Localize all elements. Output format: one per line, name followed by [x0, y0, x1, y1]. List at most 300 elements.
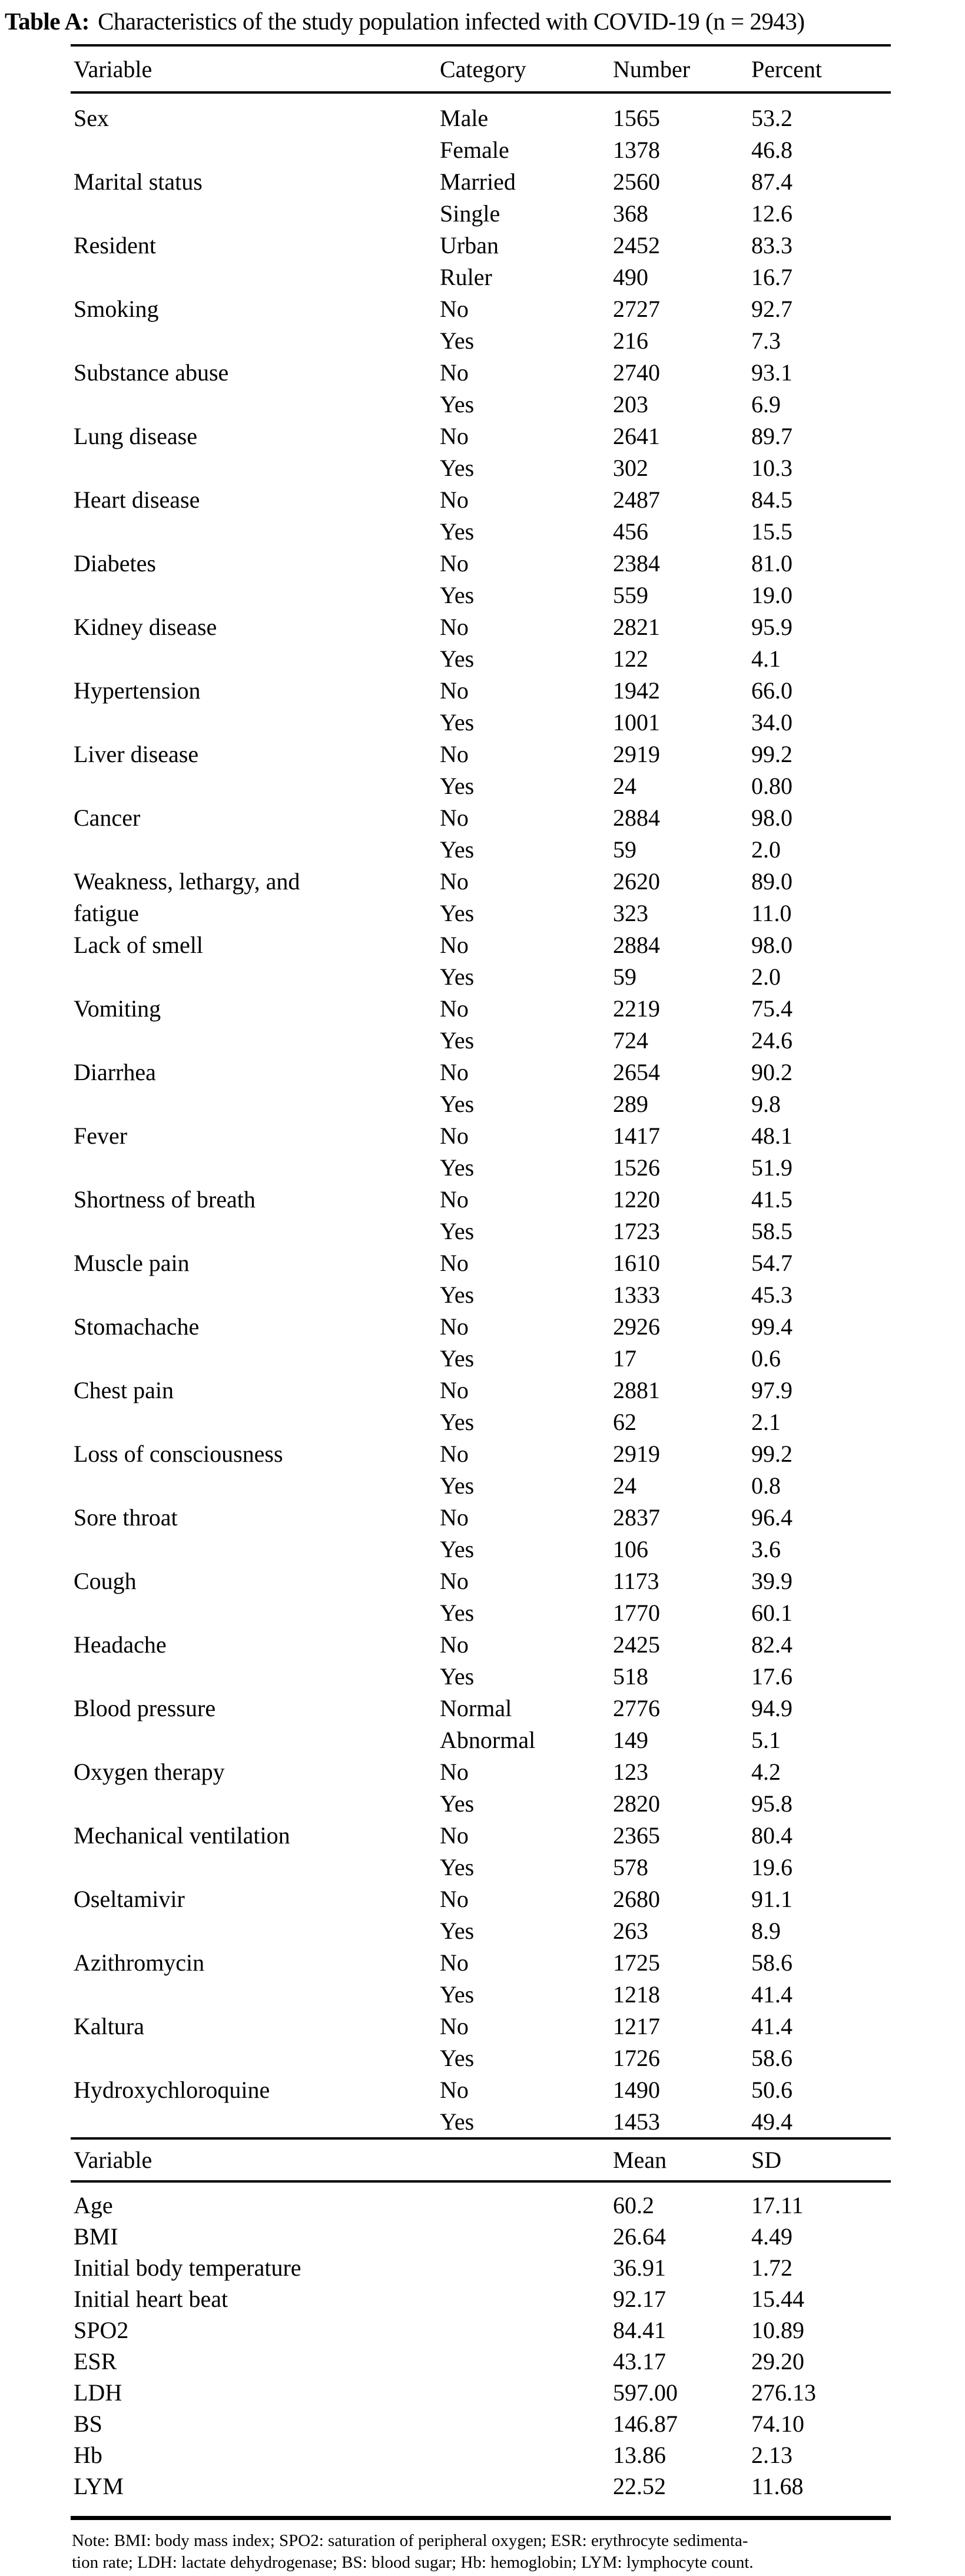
cell-variable: Oseltamivir — [74, 1885, 185, 1912]
table-row — [71, 770, 891, 802]
header-number: Number — [613, 55, 691, 82]
cell-percent: 99.2 — [751, 740, 792, 767]
cell-category: Female — [440, 136, 509, 163]
cell-category: No — [440, 804, 469, 831]
cell-percent: 83.3 — [751, 231, 792, 259]
cell-category: No — [440, 549, 469, 577]
cell-mean: 146.87 — [613, 2411, 678, 2437]
table-row — [71, 802, 891, 833]
cell-number: 17 — [613, 1345, 636, 1372]
cell-number: 2727 — [613, 295, 660, 322]
cell-category: Yes — [440, 899, 475, 926]
cell-variable: Cough — [74, 1567, 137, 1594]
table-row — [71, 2190, 891, 2221]
cell-variable: Kaltura — [74, 2012, 144, 2039]
cell-mean: 84.41 — [613, 2317, 666, 2343]
cell-category: Yes — [440, 1790, 475, 1817]
cell-percent: 3.6 — [751, 1535, 781, 1562]
cell-variable: Mechanical ventilation — [74, 1822, 290, 1849]
table-row — [71, 452, 891, 484]
cell-number: 2654 — [613, 1058, 660, 1085]
cell-category: No — [440, 1758, 469, 1785]
cell-number: 302 — [613, 454, 648, 481]
header-percent: Percent — [751, 55, 822, 82]
table-row — [71, 1787, 891, 1819]
table-row — [71, 738, 891, 770]
cell-percent: 41.5 — [751, 1186, 792, 1213]
table-row — [71, 1628, 891, 1660]
cell-variable: Oxygen therapy — [74, 1758, 225, 1785]
cell-percent: 95.9 — [751, 613, 792, 640]
cell-number: 106 — [613, 1535, 648, 1562]
cell-mean: 92.17 — [613, 2286, 666, 2312]
cell-variable: Blood pressure — [74, 1694, 216, 1721]
cell-category: Urban — [440, 231, 499, 259]
cell-number: 24 — [613, 1472, 636, 1499]
cell-percent: 94.9 — [751, 1694, 792, 1721]
cell-percent: 90.2 — [751, 1058, 792, 1085]
cell-category: No — [440, 868, 469, 895]
cell-category: Yes — [440, 1408, 475, 1435]
cell-number: 1378 — [613, 136, 660, 163]
table-row — [71, 2346, 891, 2377]
table-row — [71, 1819, 891, 1851]
cell-number: 1220 — [613, 1186, 660, 1213]
cell-variable: Initial heart beat — [74, 2286, 228, 2312]
cell-number: 122 — [613, 645, 648, 672]
cell-sd: 11.68 — [751, 2473, 804, 2499]
cell-percent: 93.1 — [751, 359, 792, 386]
cell-category: Yes — [440, 1663, 475, 1690]
cell-sd: 15.44 — [751, 2286, 804, 2312]
categorical-table-body — [71, 94, 891, 2137]
cell-category: Yes — [440, 2108, 475, 2135]
cell-number: 578 — [613, 1853, 648, 1880]
cell-number: 1001 — [613, 708, 660, 736]
table-caption-text: Characteristics of the study population infected with COVID-19 (n = 2943) — [98, 8, 805, 35]
cell-percent: 34.0 — [751, 708, 792, 736]
cell-variable: Cancer — [74, 804, 141, 831]
cell-number: 1942 — [613, 677, 660, 704]
cell-percent: 82.4 — [751, 1631, 792, 1658]
table-row — [71, 1692, 891, 1724]
cell-variable: Stomachache — [74, 1313, 200, 1340]
table-row — [71, 102, 891, 134]
table-row — [71, 1310, 891, 1342]
cell-percent: 4.1 — [751, 645, 781, 672]
table-row — [71, 1279, 891, 1310]
cell-category: No — [440, 1567, 469, 1594]
table-note — [72, 2530, 896, 2574]
cell-category: Yes — [440, 1599, 475, 1626]
table-row — [71, 2377, 891, 2408]
table-row — [71, 1183, 891, 1215]
cell-category: No — [440, 931, 469, 958]
cell-category: Yes — [440, 1853, 475, 1880]
cell-category: Yes — [440, 2044, 475, 2071]
cell-percent: 95.8 — [751, 1790, 792, 1817]
cell-number: 490 — [613, 263, 648, 290]
categorical-header-row — [71, 47, 891, 91]
cell-number: 2776 — [613, 1694, 660, 1721]
cell-number: 2926 — [613, 1313, 660, 1340]
cell-category: Yes — [440, 963, 475, 990]
cell-percent: 75.4 — [751, 995, 792, 1022]
header-variable: Variable — [74, 55, 152, 82]
table-row — [71, 1915, 891, 1946]
cell-variable: Substance abuse — [74, 359, 229, 386]
cell-variable: Marital status — [74, 168, 203, 195]
cell-variable: Muscle pain — [74, 1249, 190, 1276]
cell-category: No — [440, 677, 469, 704]
cell-category: No — [440, 1313, 469, 1340]
cell-variable: Lack of smell — [74, 931, 203, 958]
table-row — [71, 388, 891, 420]
cell-percent: 50.6 — [751, 2076, 792, 2103]
cell-mean: 43.17 — [613, 2348, 666, 2375]
cell-number: 1725 — [613, 1949, 660, 1976]
cell-mean: 36.91 — [613, 2254, 666, 2281]
table-row — [71, 1151, 891, 1183]
cell-number: 2919 — [613, 740, 660, 767]
cell-percent: 58.6 — [751, 1949, 792, 1976]
cell-percent: 41.4 — [751, 1981, 792, 2008]
cell-percent: 98.0 — [751, 804, 792, 831]
cell-variable: Headache — [74, 1631, 167, 1658]
cell-category: Yes — [440, 708, 475, 736]
table-row — [71, 1565, 891, 1597]
cell-number: 724 — [613, 1027, 648, 1054]
cell-category: Yes — [440, 772, 475, 799]
table-row — [71, 2471, 891, 2502]
cell-category: No — [440, 486, 469, 513]
table-row — [71, 229, 891, 261]
cell-category: No — [440, 1504, 469, 1531]
cell-percent: 15.5 — [751, 518, 792, 545]
cell-percent: 89.0 — [751, 868, 792, 895]
cell-mean: 60.2 — [613, 2192, 654, 2219]
table-row — [71, 293, 891, 325]
table-row — [71, 1024, 891, 1056]
cell-sd: 276.13 — [751, 2379, 816, 2406]
cell-category: No — [440, 1631, 469, 1658]
table-row — [71, 706, 891, 738]
table-note-line2: tion rate; LDH: lactate dehydrogenase; BS: blood sugar; Hb: hemoglobin; LYM: lymphocyte count. — [72, 2553, 754, 2572]
cell-number: 1723 — [613, 1217, 660, 1244]
cell-number: 62 — [613, 1408, 636, 1435]
cell-variable: Smoking — [74, 295, 159, 322]
cell-category: Yes — [440, 1281, 475, 1308]
cell-percent: 53.2 — [751, 104, 792, 131]
cell-variable: Resident — [74, 231, 156, 259]
cell-number: 2487 — [613, 486, 660, 513]
cell-percent: 89.7 — [751, 422, 792, 449]
cell-number: 518 — [613, 1663, 648, 1690]
table-row — [71, 1851, 891, 1883]
cell-mean: 597.00 — [613, 2379, 678, 2406]
cell-number: 1726 — [613, 2044, 660, 2071]
cell-sd: 17.11 — [751, 2192, 804, 2219]
cell-percent: 48.1 — [751, 1122, 792, 1149]
table-row — [71, 325, 891, 356]
cell-percent: 4.2 — [751, 1758, 781, 1785]
cell-percent: 97.9 — [751, 1376, 792, 1403]
cell-category: Yes — [440, 1027, 475, 1054]
cell-variable: Diarrhea — [74, 1058, 156, 1085]
cell-number: 1218 — [613, 1981, 660, 2008]
table-row — [71, 2252, 891, 2283]
table-bottom-rule — [71, 2516, 891, 2520]
cell-variable: LYM — [74, 2473, 124, 2499]
table-row — [71, 1247, 891, 1279]
cell-variable: Fever — [74, 1122, 128, 1149]
table-row — [71, 1088, 891, 1120]
cell-sd: 1.72 — [751, 2254, 792, 2281]
cell-variable: Kidney disease — [74, 613, 217, 640]
table-caption-label: Table A: — [5, 8, 89, 35]
cell-number: 2425 — [613, 1631, 660, 1658]
cell-number: 1173 — [613, 1567, 659, 1594]
table-row — [71, 1469, 891, 1501]
cell-percent: 54.7 — [751, 1249, 792, 1276]
table-row — [71, 961, 891, 992]
cell-category: No — [440, 995, 469, 1022]
cell-percent: 0.6 — [751, 1345, 781, 1372]
cell-number: 2837 — [613, 1504, 660, 1531]
cell-percent: 60.1 — [751, 1599, 792, 1626]
cell-category: Yes — [440, 1981, 475, 2008]
table-row — [71, 2074, 891, 2105]
cell-category: No — [440, 1949, 469, 1976]
cell-percent: 8.9 — [751, 1917, 781, 1944]
cell-category: Yes — [440, 645, 475, 672]
cell-category: No — [440, 359, 469, 386]
table-row — [71, 1215, 891, 1247]
cell-category: No — [440, 2076, 469, 2103]
cell-number: 2560 — [613, 168, 660, 195]
cell-category: No — [440, 1058, 469, 1085]
cell-category: Male — [440, 104, 489, 131]
cell-percent: 16.7 — [751, 263, 792, 290]
cell-category: No — [440, 740, 469, 767]
cell-percent: 0.8 — [751, 1472, 781, 1499]
table-row — [71, 1724, 891, 1756]
cell-mean: 26.64 — [613, 2223, 666, 2250]
table-row — [71, 1978, 891, 2010]
cell-number: 2884 — [613, 931, 660, 958]
cell-category: Yes — [440, 836, 475, 863]
cell-variable: Initial body temperature — [74, 2254, 301, 2281]
cell-number: 2820 — [613, 1790, 660, 1817]
cell-percent: 84.5 — [751, 486, 792, 513]
header-variable-2: Variable — [74, 2147, 152, 2173]
cell-variable: BMI — [74, 2223, 118, 2250]
cell-category: Yes — [440, 581, 475, 608]
continuous-header-row — [71, 2140, 891, 2180]
cell-sd: 29.20 — [751, 2348, 804, 2375]
cell-number: 2884 — [613, 804, 660, 831]
cell-variable: SPO2 — [74, 2317, 129, 2343]
cell-number: 203 — [613, 390, 648, 418]
cell-number: 368 — [613, 200, 648, 227]
cell-sd: 74.10 — [751, 2411, 804, 2437]
cell-category: Ruler — [440, 263, 492, 290]
table-row — [71, 1883, 891, 1915]
cell-percent: 98.0 — [751, 931, 792, 958]
cell-variable: Loss of consciousness — [74, 1440, 283, 1467]
cell-percent: 46.8 — [751, 136, 792, 163]
cell-percent: 2.0 — [751, 836, 781, 863]
cell-variable: Azithromycin — [74, 1949, 205, 1976]
table-row — [71, 1533, 891, 1565]
cell-number: 289 — [613, 1090, 648, 1117]
table-caption — [5, 7, 805, 35]
header-mean: Mean — [613, 2147, 667, 2173]
cell-number: 1490 — [613, 2076, 660, 2103]
cell-number: 2881 — [613, 1376, 660, 1403]
cell-category: Yes — [440, 327, 475, 354]
table-row — [71, 547, 891, 579]
cell-category: Yes — [440, 1345, 475, 1372]
cell-variable: Sore throat — [74, 1504, 178, 1531]
cell-percent: 41.4 — [751, 2012, 792, 2039]
cell-category: Yes — [440, 1217, 475, 1244]
table-row — [71, 134, 891, 165]
table-row — [71, 2221, 891, 2252]
cell-number: 2384 — [613, 549, 660, 577]
cell-variable: Hb — [74, 2442, 102, 2468]
cell-number: 24 — [613, 772, 636, 799]
cell-percent: 92.7 — [751, 295, 792, 322]
cell-number: 2365 — [613, 1822, 660, 1849]
header-sd: SD — [751, 2147, 782, 2173]
table-row — [71, 2283, 891, 2315]
table-row — [71, 929, 891, 961]
cell-percent: 10.3 — [751, 454, 792, 481]
cell-percent: 9.8 — [751, 1090, 781, 1117]
cell-percent: 6.9 — [751, 390, 781, 418]
table-row — [71, 643, 891, 674]
table-row — [71, 1342, 891, 1374]
cell-category: Yes — [440, 1154, 475, 1181]
cell-variable: Vomiting — [74, 995, 161, 1022]
cell-variable: Hypertension — [74, 677, 201, 704]
cell-sd: 2.13 — [751, 2442, 792, 2468]
cell-number: 2620 — [613, 868, 660, 895]
cell-category: Yes — [440, 1472, 475, 1499]
table-row — [71, 1946, 891, 1978]
cell-number: 2821 — [613, 613, 660, 640]
table-row — [71, 1438, 891, 1469]
cell-mean: 13.86 — [613, 2442, 666, 2468]
cell-category: Married — [440, 168, 516, 195]
cell-category: No — [440, 613, 469, 640]
cell-percent: 19.0 — [751, 581, 792, 608]
cell-percent: 24.6 — [751, 1027, 792, 1054]
cell-number: 1526 — [613, 1154, 660, 1181]
cell-percent: 0.80 — [751, 772, 792, 799]
cell-percent: 5.1 — [751, 1726, 781, 1753]
cell-number: 59 — [613, 963, 636, 990]
table-row — [71, 2010, 891, 2042]
cell-category: No — [440, 1376, 469, 1403]
continuous-table-body — [71, 2183, 891, 2516]
cell-percent: 7.3 — [751, 327, 781, 354]
cell-number: 1565 — [613, 104, 660, 131]
table-row — [71, 2042, 891, 2074]
cell-category: No — [440, 2012, 469, 2039]
cell-category: No — [440, 295, 469, 322]
cell-category: Abnormal — [440, 1726, 536, 1753]
table-row — [71, 197, 891, 229]
table-row — [71, 1660, 891, 1692]
cell-category: No — [440, 1885, 469, 1912]
cell-number: 1217 — [613, 2012, 660, 2039]
table-row — [71, 1406, 891, 1438]
table-row — [71, 2439, 891, 2471]
cell-number: 559 — [613, 581, 648, 608]
cell-category: No — [440, 1822, 469, 1849]
cell-number: 59 — [613, 836, 636, 863]
table-row — [71, 356, 891, 388]
cell-category: No — [440, 1440, 469, 1467]
cell-variable: Shortness of breath — [74, 1186, 256, 1213]
cell-number: 1333 — [613, 1281, 660, 1308]
cell-category: No — [440, 1249, 469, 1276]
cell-percent: 49.4 — [751, 2108, 792, 2135]
cell-variable: Lung disease — [74, 422, 197, 449]
cell-variable: Chest pain — [74, 1376, 174, 1403]
cell-percent: 99.2 — [751, 1440, 792, 1467]
cell-percent: 45.3 — [751, 1281, 792, 1308]
cell-category: Yes — [440, 1917, 475, 1944]
cell-percent: 99.4 — [751, 1313, 792, 1340]
cell-variable: Age — [74, 2192, 113, 2219]
cell-sd: 4.49 — [751, 2223, 792, 2250]
cell-category: No — [440, 422, 469, 449]
cell-percent: 51.9 — [751, 1154, 792, 1181]
cell-variable: Weakness, lethargy, and — [74, 868, 300, 895]
cell-category: Yes — [440, 1090, 475, 1117]
cell-percent: 58.6 — [751, 2044, 792, 2071]
table-row — [71, 992, 891, 1024]
cell-percent: 11.0 — [751, 899, 792, 926]
cell-percent: 87.4 — [751, 168, 792, 195]
table-row — [71, 484, 891, 515]
table-row — [71, 2408, 891, 2439]
table-row — [71, 897, 891, 929]
cell-category: Yes — [440, 390, 475, 418]
table-row — [71, 165, 891, 197]
cell-category: Yes — [440, 518, 475, 545]
cell-category: Normal — [440, 1694, 512, 1721]
table-row — [71, 1501, 891, 1533]
table-row — [71, 1056, 891, 1088]
table-row — [71, 611, 891, 643]
table-row — [71, 515, 891, 547]
table-row — [71, 865, 891, 897]
cell-percent: 39.9 — [751, 1567, 792, 1594]
cell-number: 2680 — [613, 1885, 660, 1912]
cell-category: Yes — [440, 454, 475, 481]
table-row — [71, 833, 891, 865]
cell-number: 123 — [613, 1758, 648, 1785]
cell-number: 2641 — [613, 422, 660, 449]
table-row — [71, 420, 891, 452]
cell-category: No — [440, 1186, 469, 1213]
cell-variable: LDH — [74, 2379, 122, 2406]
cell-variable: Diabetes — [74, 549, 156, 577]
